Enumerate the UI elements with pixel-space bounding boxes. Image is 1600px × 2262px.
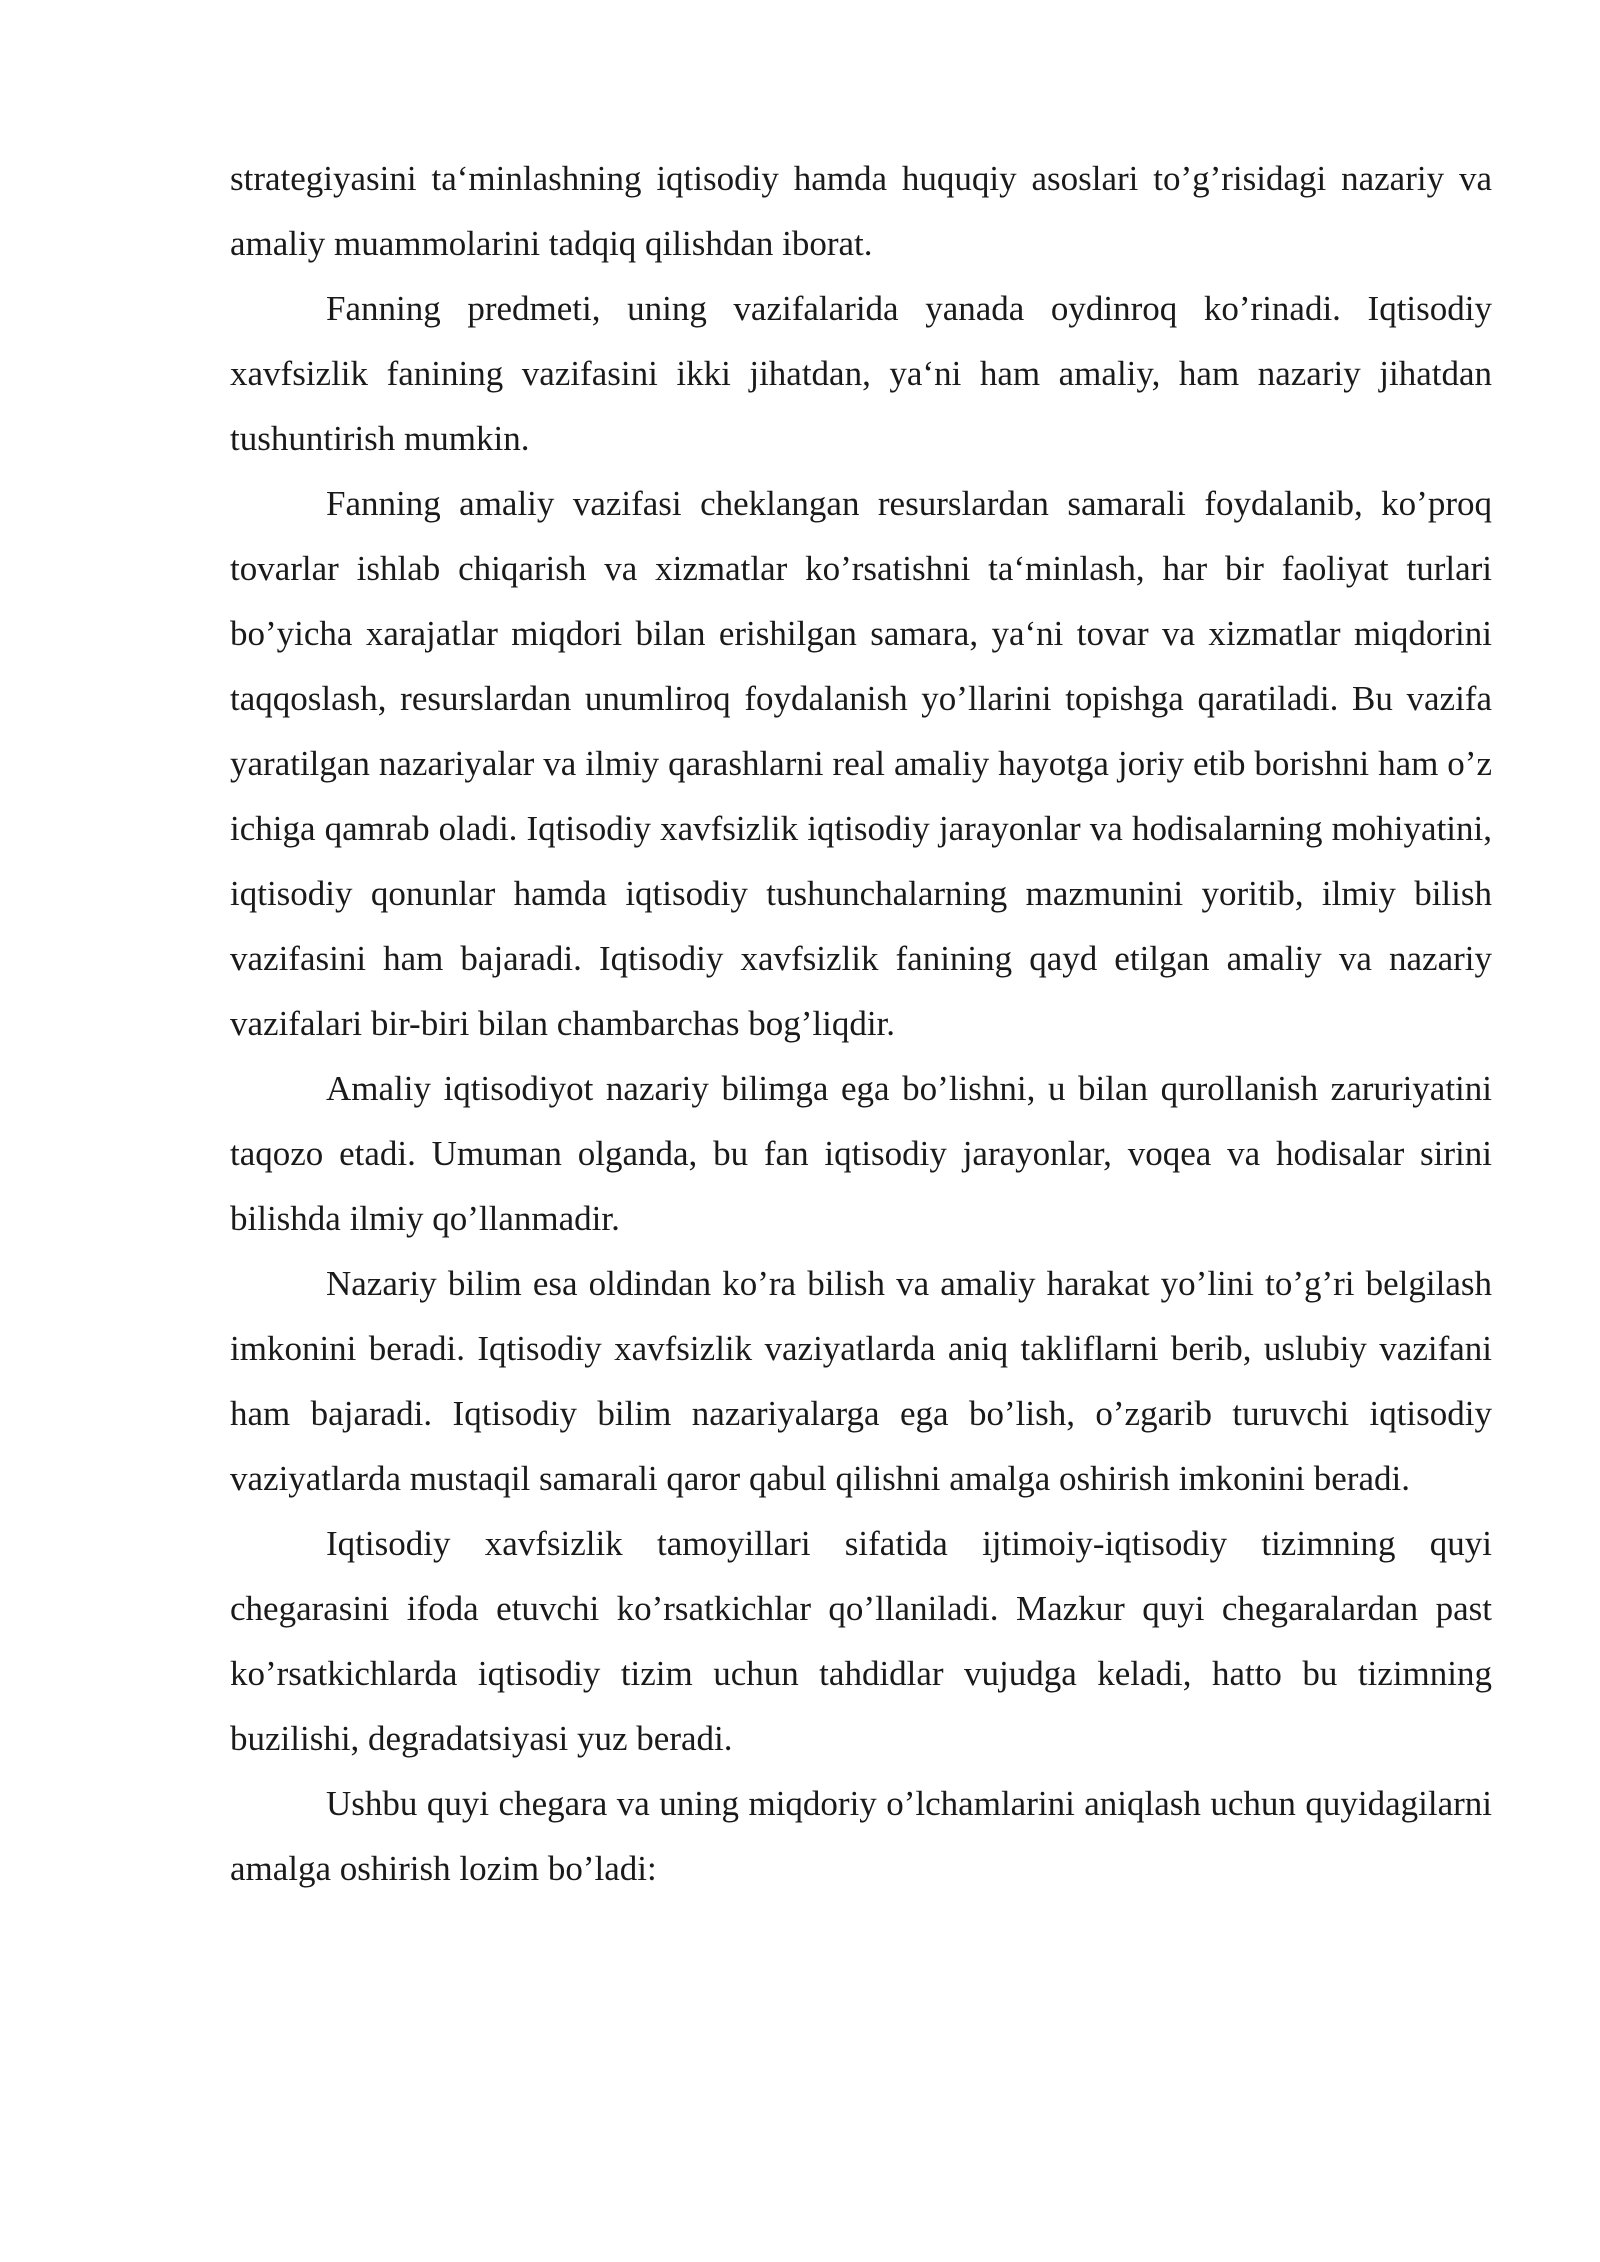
paragraph-1: strategiyasini ta‘minlashning iqtisodiy hamda huquqiy asoslari to’g’risidagi nazariy va amaliy muammolarini tadqiq qilishdan iborat. (230, 159, 1492, 263)
paragraph-4: Amaliy iqtisodiyot nazariy bilimga ega bo’lishni, u bilan qurollanish zaruriyatini taqozo etadi. Umuman olganda, bu fan iqtisodiy jarayonlar, voqea va hodisalar sirini bilishda ilmiy qo’llanmadir. (230, 1069, 1492, 1238)
paragraph-3: Fanning amaliy vazifasi cheklangan resurslardan samarali foydalanib, ko’proq tovarlar ishlab chiqarish va xizmatlar ko’rsatishni ta‘minlash, har bir faoliyat turlari bo’yicha xarajatlar miqdori bilan erishilgan samara, ya‘ni tovar va xizmatlar miqdorini taqqoslash, resurslardan unumliroq foydalanish yo’llarini topishga qaratiladi. Bu vazifa yaratilgan nazariyalar va ilmiy qarashlarni real amaliy hayotga joriy etib borishni ham o’z ichiga qamrab oladi. Iqtisodiy xavfsizlik iqtisodiy jarayonlar va hodisalarning mohiyatini, iqtisodiy qonunlar hamda iqtisodiy tushunchalarning mazmunini yoritib, ilmiy bilish vazifasini ham bajaradi. Iqtisodiy xavfsizlik fanining qayd etilgan amaliy va nazariy vazifalari bir-biri bilan chambarchas bog’liqdir. (230, 484, 1492, 1043)
paragraph-7: Ushbu quyi chegara va uning miqdoriy o’lchamlarini aniqlash uchun quyidagilarni amalga oshirish lozim bo’ladi: (230, 1784, 1492, 1888)
paragraph-5: Nazariy bilim esa oldindan ko’ra bilish va amaliy harakat yo’lini to’g’ri belgilash imkonini beradi. Iqtisodiy xavfsizlik vaziyatlarda aniq takliflarni berib, uslubiy vazifani ham bajaradi. Iqtisodiy bilim nazariyalarga ega bo’lish, o’zgarib turuvchi iqtisodiy vaziyatlarda mustaqil samarali qaror qabul qilishni amalga oshirish imkonini beradi. (230, 1264, 1492, 1498)
paragraph-6: Iqtisodiy xavfsizlik tamoyillari sifatida ijtimoiy-iqtisodiy tizimning quyi chegarasini ifoda etuvchi ko’rsatkichlar qo’llaniladi. Mazkur quyi chegaralardan past ko’rsatkichlarda iqtisodiy tizim uchun tahdidlar vujudga keladi, hatto bu tizimning buzilishi, degradatsiyasi yuz beradi. (230, 1524, 1492, 1758)
paragraph-2: Fanning predmeti, uning vazifalarida yanada oydinroq ko’rinadi. Iqtisodiy xavfsizlik fanining vazifasini ikki jihatdan, ya‘ni ham amaliy, ham nazariy jihatdan tushuntirish mumkin. (230, 289, 1492, 458)
document-body (230, 146, 1492, 1901)
